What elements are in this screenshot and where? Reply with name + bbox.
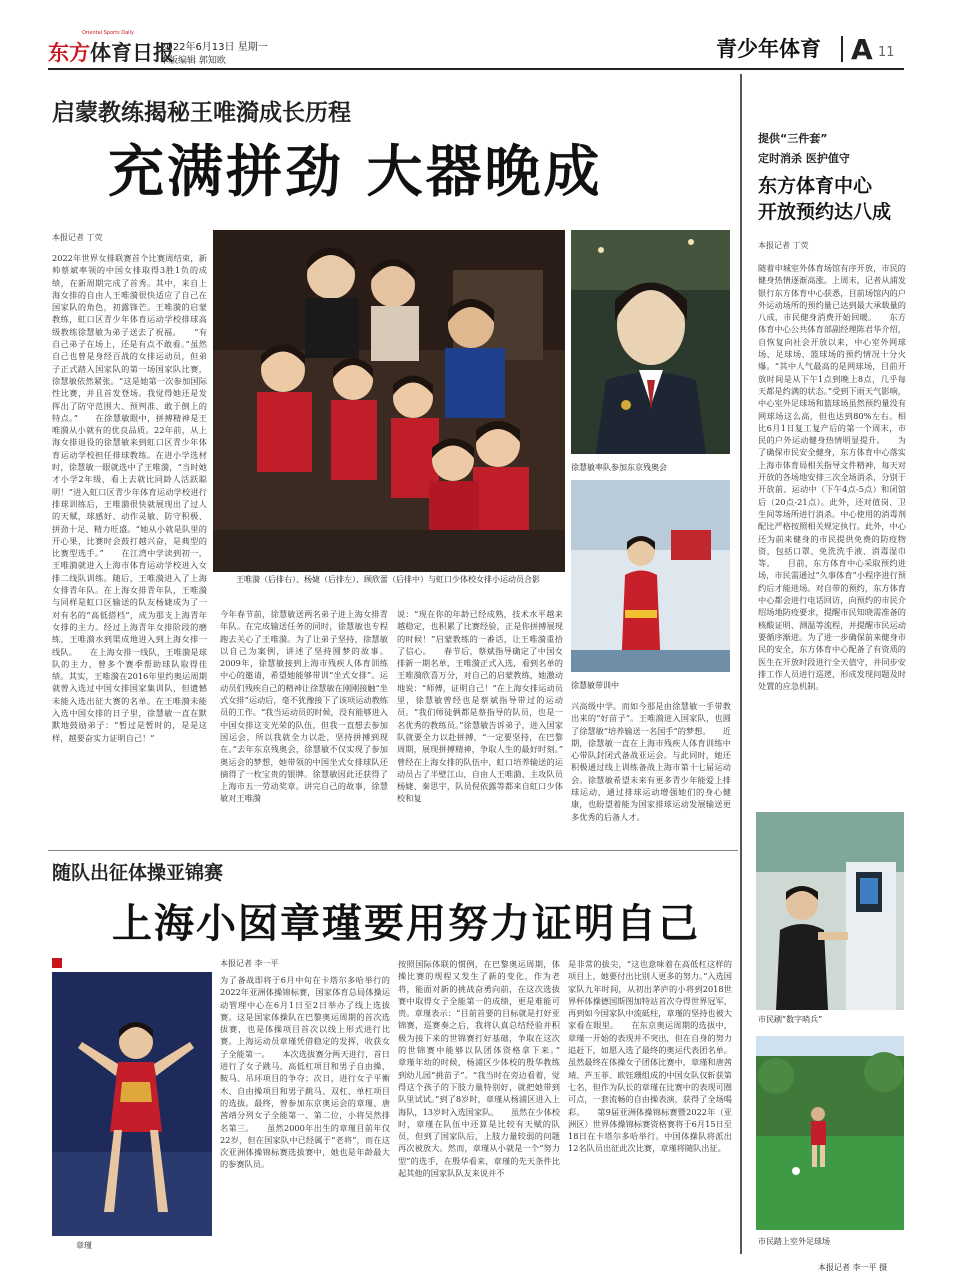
- coach-tokyo-photo: [571, 230, 730, 454]
- sidebar-headline-2: 开放预约达八成: [758, 201, 892, 223]
- page-letter: A: [851, 33, 873, 66]
- sidebar-byline: 本报记者 丁荧: [758, 241, 809, 250]
- story2-kicker: 随队出征体操亚锦赛: [52, 862, 224, 884]
- masthead: [0, 0, 953, 64]
- zhang-jin-photo: [52, 972, 212, 1236]
- story1-column-1: 2022年世界女排联赛首个比赛周结束，新帅蔡斌率领的中国女排取得3胜1负的成绩，在新周期完成了首秀。其中，来自上海女排的自由人王唯漪很快适应了自己在国家队的角色，初露锋芒。王唯漪的启蒙教练，虹口区青少年体育运动学校排球高级教练徐慧敏为弟子送去了祝福。 “有自己弟子在场上，还是有点不敢看。”虽然自己也曾是身经百战的女排运动员，但弟子正式踏入国家队的第一场国家队比赛，徐慧敏依然紧张。“这是她第一次参加国际性比赛，并且首发登场。我觉得她还是发挥出了防守范围大、预判准、敢于倒上的特点。” 在徐慧敏眼中，拼搏精神是王唯漪从小就有的优良品质。22年前，从上海女排退役的徐慧敏来到虹口区青少年体育运动学校担任排球教练。在进小学选材时，徐慧敏一眼就选中了王唯漪，“当时她才小学2年级，看上去就比同龄人活跃聪明！”进入虹口区青少年体育运动学校进行排球训练后，王唯漪很快就展现出了过人的天赋，球感好、动作灵敏、防守积极、拼劲十足、精力旺盛。“她从小就是队里的开心果，比赛时会鼓打越兴奋，是典型的比赛型选手。” 在江湾中学读到初一，王唯漪就进入上海市体育运动学校进入女排二线队训练。随后，王唯漪进入了上海女排青年队。在上海女排青年队，王唯漪与同样是虹口区输送的队友杨婕成为了一对有名的“高低搭档”，成为那支上海青年女排的主力。经过上海青年女排阶段的磨练，王唯漪水到渠成地进入到上海女排一线队。 在上海女排一线队，王唯漪是球队的主力，曾多个赛季帮助球队取得佳绩。其实，王唯漪在2016年里约奥运周期就曾入选过中国女排国家集训队，但遗憾未能入选出征大赛的名单。在王唯漪未能入选中国女排的日子里，徐慧敏一直在默默地鼓励弟子：“暂过是暂时的，是是这样，越要奋实力证明自己！”: [52, 253, 207, 743]
- story1-kicker: 启蒙教练揭秘王唯漪成长历程: [52, 100, 351, 126]
- story1-byline: 本报记者 丁荧: [52, 233, 103, 242]
- main-photo-caption: 王唯漪（后排右）、杨婕（后排左）、顾欣蕾（后排中）与虹口少体校女排小运动员合影: [236, 575, 540, 584]
- coach-training-caption: 徐慧敏带训中: [571, 681, 619, 690]
- story1-headline: 充满拼劲 大器晚成: [108, 139, 603, 205]
- story1-column-2: 今年春节前，徐慧敏送两名弟子进上海女排青年队。在完成输送任务的同时，徐慧敏也专程跑去关心了王唯漪。为了让弟子坚持，徐慧敏以自己为案例，讲述了坚持圆梦的故事。2009年，徐慧敏接到上海市残疾人体育训练中心的邀请，希望她能够带训“坐式女排”。运动员们残疾自己的精神让徐慧敏在刚刚接触“坐式女排”运动后，毫不犹豫接下了该项运动教练员的工作。“我当运动员的时候，没有能够进入中国女排这支光荣的队伍，但我一直想去参加国运会，所以我就全力以赴，坚持拼搏到现在。”去年东京残奥会，徐慧敏不仅实现了参加奥运会的梦想，她带领的中国坐式女排球队还摘得了一枚宝贵的银牌。徐慧敏因此还获得了上海市五一劳动奖章。讲完自己的故事，徐慧敏对王唯漪: [220, 609, 388, 804]
- zhang-jin-caption: 章瑾: [76, 1241, 92, 1250]
- page-editor: 本版编辑 郭知欧: [160, 56, 226, 66]
- coach-tokyo-caption: 徐慧敏率队参加东京残奥会: [571, 463, 667, 472]
- issue-date: 2022年6月13日 星期一: [160, 42, 268, 53]
- story2-column-3: 是非常的拔尖，“这也意味着在高低杠这样的项目上，她要付出比别人更多的努力。”入选国家队九年时间，从初出茅庐的小将到2018世界杯体操德国斯图加特站首次夺得世界冠军，再到如今国家队中流砥柱，章瑾的坚持也被大家看在眼里。 在东京奥运周期的选拔中，章瑾一开始的表现并不突出，但在自身的努力追赶下，如愿入选了最终的奥运代表团名单。虽然最终在体操女子团体比赛中，章瑾和唐茜靖、芦玉菲、欧钰珊组成的中国女队仅斩获第七名，但作为队长的章瑾在比赛中的表现可圈可点，一套流畅的自由操表演，获得了全场喝彩。 第9届亚洲体操锦标赛暨2022年（亚洲区）世界体操锦标赛资格赛将于6月15日至18日在卡塔尔多哈举行。中国体操队将派出12名队员出征此次比赛，章瑾将随队出征。: [568, 959, 732, 1154]
- digital-sentry-caption: 市民刷“数字哨兵”: [758, 1015, 823, 1024]
- header-rule: [48, 68, 904, 70]
- header-divider: [841, 36, 843, 62]
- newspaper-logo-en: Oriental Sports Daily: [82, 30, 134, 36]
- section-title: 青少年体育: [716, 36, 821, 61]
- football-field-caption: 市民踏上室外足球场: [758, 1237, 830, 1246]
- story2-headline: 上海小囡章瑾要用努力证明自己: [112, 900, 700, 947]
- photo-credit: 本报记者 李一平 摄: [818, 1263, 888, 1272]
- team-group-photo: [213, 230, 565, 572]
- story2-byline: 本报记者 李一平: [220, 959, 279, 968]
- sidebar-body: 随着申城室外体育场馆有序开放，市民的健身热情逐渐高涨。上周末，记者从浦发银行东方体育中心获悉，目前场馆内的户外运动场所的预约量已达到最大承载量的八成，市民健身消费开始回暖。 东方体育中心公共体育部副经理陈君华介绍，自恢复向社会开放以来，中心室外网球场、足球场、篮球场的预约情况十分火爆。“其中人气最高的是网球场，目前开放时间是从下午1点到晚上8点，几乎每天都是约满的状态。”受到下雨天气影响，中心室外足球场和篮球场虽然预约量没有网球场这么高，但也达到80%左右。相比6月1日复工复产后的第一个周末，市民的户外运动健身热情明显提升。 为了确保市民安全健身，东方体育中心落实上海市体育局相关指导文件精神，每天对开放的各场地安排三次全场消杀，分别于开放前、运动中（下午4点-5点）和闭馆后（20点-21点）。此外，还对值岗、卫生间等场所进行消杀。中心使用的消毒剂配比严格按照相关规定执行。此外，中心还为前来健身的市民提供免费的防疫物资，包括口罩、免洗洗手液、消毒湿巾等。 目前，东方体育中心采取预约进场，市民需通过“久事体育”小程序进行预约后才能进场。对自带的预约，东方体育中心都会进行电话回访，向预约的市民介绍场地防疫要求，提醒市民知晓需准备的核酸证明、测温等流程，并提醒市民运动要循序渐进。为了进一步确保前来健身市民的安全，东方体育中心配备了有资质的医生在开放时段进行全天值守，并同步安排工作人员进行巡逻，形成发现问题及时处置的应急机制。: [758, 263, 906, 692]
- digital-sentry-photo: [756, 812, 904, 1010]
- story2-marker: [52, 958, 62, 968]
- story-divider: [48, 850, 738, 851]
- story2-column-1: 为了备战即将于6月中旬在卡塔尔多哈举行的2022年亚洲体操锦标赛，国家体育总局体操运动管理中心在6月1日至2日举办了线上选拔赛。这是国家体操队在巴黎奥运周期的首次选拔赛，也是体操项目首次以线上形式进行比赛。上海运动员章瑾凭借稳定的发挥，收获女子全能第一。 本次选拔赛分两天进行，首日进行了女子跳马、高低杠项目和男子自由操、鞍马、吊环项目的争夺；次日，进行女子平衡木、自由操项目和男子跳马、双杠、单杠项目的选拔。最终，曾参加东京奥运会的章瑾、唐茜靖分列女子全能第一、第二位，小将吴然排名第三。 虽然2000年出生的章瑾目前年仅22岁，但在国家队中已经属于“老将”，而在这次亚洲体操锦标赛选拔赛中，她也是年龄最大的参赛队员。: [220, 975, 390, 1170]
- sidebar-kicker-1: 提供“三件套”: [758, 132, 828, 145]
- story1-column-3: 说：“现在你的年龄已经成熟，技术水平越来越稳定，也积累了比赛经验，正是你拼搏展现的时候！”启蒙教练的一番话，让王唯漪重拾了信心。 春节后，蔡斌指导确定了中国女排新一期名单，王唯漪正式入选，看到名单的王唯漪欣喜万分，对自己的启蒙教练，她激动地说：“师傅，证明自己！”在上海女排运动员里，徐慧敏曾经也是蔡斌指导带过的运动员。“我们师徒俩都是蔡指导的队员，也是一名优秀的教练员。”徐慧敏告诉弟子，进入国家队就要全力以赴拼搏，“一定要坚持，在巴黎周期，展现拼搏精神，争取人生的最好时刻。” 曾经在上海女排的队伍中，虹口培养输送的运动员占了半壁江山，自由人王唯漪、主攻队员杨婕、秦思宇，队员倪依露等都来自虹口少体校和复: [397, 609, 563, 804]
- sidebar-divider: [740, 74, 742, 1254]
- newspaper-logo: 东方体育日报: [48, 41, 174, 65]
- sidebar-kicker-2: 定时消杀 医护值守: [758, 152, 850, 165]
- story2-column-2: 按照国际体联的惯例，在巴黎奥运周期，体操比赛的规程又发生了新的变化，作为老将，能面对新的挑战奋勇向前，在这次选拔赛中取得女子全能第一的成绩，更是难能可贵。章瑾表示：“目前首要的目标就是打好亚锦赛，巡赛奏之后，我将认真总结经验并积极为接下来的世锦赛打好基础，争取在这次的世锦赛中能够以队团体资格拿下来。” 章瑾年幼的时候，杨浦区少体校的殷华教练到幼儿园“挑苗子”。“我当时在旁边看着，觉得这个孩子的下肢力量特别好，就把她带到队里试试。”到了8岁时，章瑾从杨浦区进入上海队，13岁时入选国家队。 虽然在少体校时，章瑾在队伍中还算是比较有天赋的队员，但到了国家队后，上肢力量较弱的问题再次被放大。然而，章瑾从小就是一个“努力型”的选手，在殷华看来，章瑾的先天条件比起其他的国家队队友来说并不: [398, 959, 560, 1179]
- coach-training-photo: [571, 480, 730, 672]
- page-number: 11: [878, 45, 895, 60]
- football-field-photo: [756, 1036, 904, 1230]
- story1-column-4: 兴高级中学。而如今那是由徐慧敏一手带教出来的“好苗子”。王唯漪进入国家队，也圆了徐慧敏“培养输送一名国手”的梦想。 近期，徐慧敏一直在上海市残疾人体育训练中心带队封闭式备战亚运会。与此同时，她还积极通过线上训练备战上海市第十七届运动会。徐慧敏希望未来有更多青少年能爱上排球运动，通过排球运动增强她们的身心健康，也盼望着能为国家排球运动发展输送更多优秀的后备人才。: [571, 701, 731, 822]
- sidebar-headline-1: 东方体育中心: [758, 175, 873, 197]
